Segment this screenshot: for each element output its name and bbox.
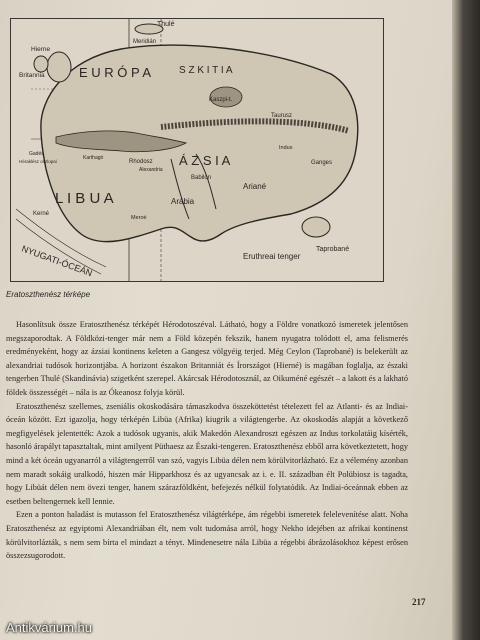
label-ariane: Ariané: [243, 182, 267, 191]
taprobane-island: [302, 217, 330, 237]
label-meroe: Meroé: [131, 215, 147, 221]
paragraph: Ezen a ponton haladást is mutasson fel Eratoszthenész világtérképe, ám régebbi ismeretek felelevenítése alatt. Noha Eratoszthenész az egyiptomi Alexandriában élt, nem volt tudomása arról, hogy Nekho idejében az afrikai kontinenst körülvitorlázták, s nem sem bírta el mindazt a tényt. Mindenesetre nála Libüa a régebbi ábrázolásokhoz képest erősen összezsugorodott.: [6, 510, 408, 561]
label-nyugati-ocean: NYUGATI-ÓCEÁN: [20, 243, 94, 279]
label-kerne: Kerné: [33, 211, 50, 217]
label-thule: Thulé: [157, 21, 175, 28]
label-britannia: Britannia: [19, 72, 45, 79]
paragraph: Hasonlítsuk össze Eratoszthenész térképét Hérodotoszéval. Látható, hogy a Földre vonatkozó ismeretek jelentősen megszaporodtak. A Földközi-tenger már nem a Föld közepén fekszik, hanem nyugatra tolódott el, ama felismerés eredményeként, hogy az ázsiai kontinens keleten a Gangesz völgyéig terjed. Még Ceylon (Taprobané) is belekerült az alexandriai tudósok horizontjába. A horizont északon Britanniát és Írországot (Hierné) is magában foglalja, az északi tengerben Thulé (Skandinávia) szigetként szerepel. Akárcsak Hérodotosznál, az Oikuméné egészét – a lakott és a lakható földek összességét – nála is az Ókeanosz folyja körül.: [6, 320, 408, 397]
label-rhodosz: Rhodosz: [129, 159, 153, 165]
map-caption: Eratoszthenész térképe: [6, 290, 91, 299]
label-taprobane: Taprobané: [316, 246, 350, 253]
label-karthago: Karthagó: [83, 155, 104, 161]
label-hierne: Hierne: [31, 46, 51, 53]
label-kaszpi: Kaszpi-t.: [209, 97, 233, 103]
britannia-island: [47, 52, 71, 82]
watermark: Antikvárium.hu: [6, 620, 92, 635]
paragraph: Eratoszthenész szellemes, zseniális okoskodására támaszkodva összeköttetést tételezett fel az Atlanti- és az Indiai-óceán között. Ezt igazolja, hogy térképén Libüa (Afrika) kiugrik a világtengerbe. Az okoskodás alapját a következő megfigyelések jelentették: Azok a tudósok ugyanis, akik Makedón Alexandroszt egészen az Indus torkolatáig kísérték, hasonló árapályt tapasztaltak, mint amilyent Püthaesz az Északi-tengeren. Eratoszthenész ebből arra következtetett, hogy mind a két óceán ugyanarról a világtengerről van szó, vagyis Libüa délen nem körülvitorlázható. Ez a vélemény azonban nem maradt sokáig uralkodó, hiszen már Hipparkhosz és az ugyancsak az i. e. II. században élt Polübiosz is tagadta, hogy Libüát délen nem övezi tenger, hanem szárazföldként, befejezés nélkül folytatódik. Az Indiai-óceánnak ebben az esetben beltengernek kell lennie.: [6, 401, 408, 506]
label-arabia: Arábia: [171, 197, 195, 206]
hierne-island: [34, 56, 48, 72]
label-ganges: Ganges: [311, 160, 333, 166]
label-alexandria: Alexandria: [139, 167, 163, 173]
eratosthenes-map: [10, 18, 384, 282]
label-indus: Indus: [279, 145, 293, 151]
map-drawing: [11, 19, 383, 281]
label-eruthrei: Eruthreai tenger: [243, 252, 301, 261]
label-herkules: Héraklész oszlopai: [19, 159, 57, 164]
label-szkitia: S Z K I T I A: [179, 65, 233, 76]
body-text: [6, 318, 408, 563]
label-babilon: Babilon: [191, 175, 212, 181]
label-meridian: Meridián: [133, 39, 157, 45]
label-azsia: Á Z S I A: [179, 153, 231, 168]
label-libua: L I B U A: [55, 190, 114, 207]
label-gades: Gadés: [29, 151, 44, 157]
label-taurusz: Taurusz: [271, 113, 293, 119]
label-europe: E U R Ó P A: [79, 65, 152, 80]
book-spine: [452, 0, 480, 640]
page-number: 217: [412, 597, 426, 607]
